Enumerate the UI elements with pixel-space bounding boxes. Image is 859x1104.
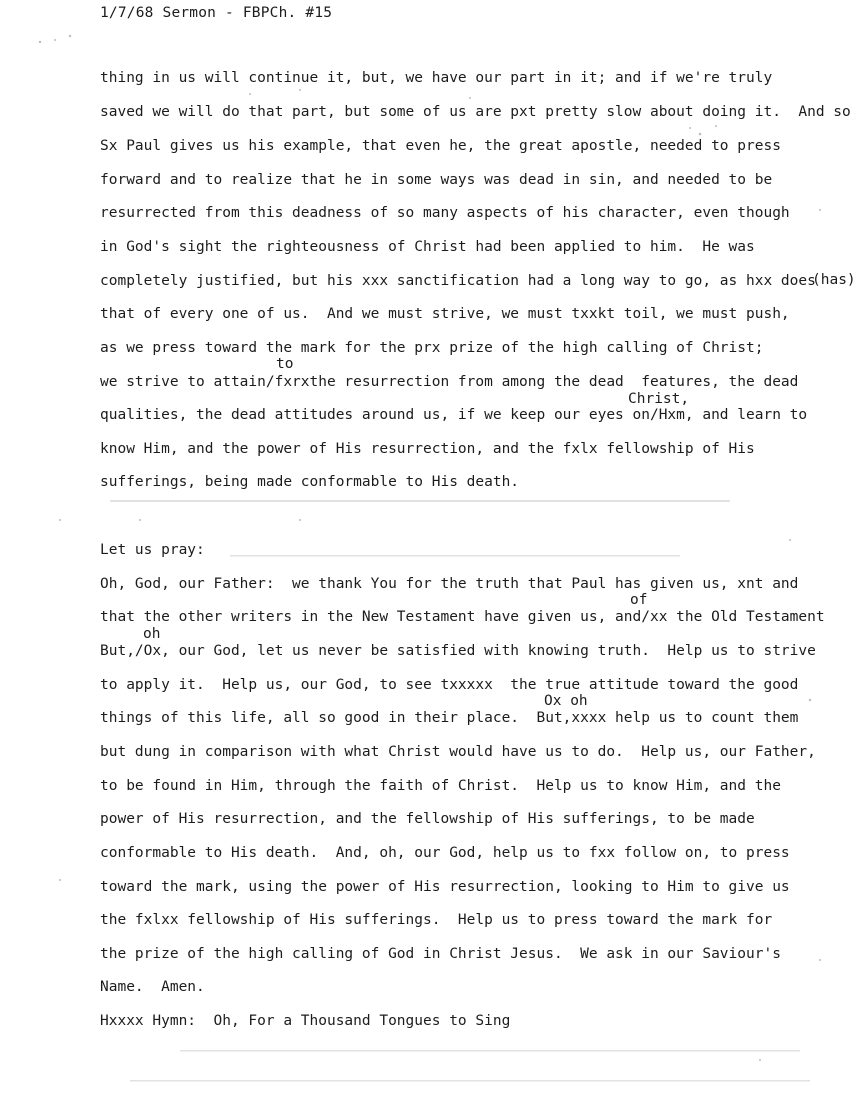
prayer-line: But,/Ox, our God, let us never be satisfied with knowing truth. Help us to strive (100, 643, 816, 659)
handwritten-insert: Ox oh (544, 693, 588, 709)
body-line: in God's sight the righteousness of Christ had been applied to him. He was (100, 239, 755, 255)
handwritten-insert: of (630, 592, 648, 608)
body-line: know Him, and the power of His resurrection, and the fxlx fellowship of His (100, 441, 755, 457)
body-line: qualities, the dead attitudes around us, if we keep our eyes on/Hxm, and learn to (100, 407, 808, 423)
prayer-line: that the other writers in the New Testament have given us, and/xx the Old Testament (100, 609, 825, 625)
prayer-line: the prize of the high calling of God in Christ Jesus. We ask in our Saviour's (100, 946, 781, 962)
prayer-line: the fxlxx fellowship of His sufferings. Help us to press toward the mark for (100, 912, 773, 928)
body-line: Sx Paul gives us his example, that even he, the great apostle, needed to press (100, 138, 781, 154)
handwritten-insert: to (276, 356, 294, 372)
prayer-line: power of His resurrection, and the fellowship of His sufferings, to be made (100, 811, 755, 827)
prayer-heading: Let us pray: (100, 542, 205, 558)
body-line: thing in us will continue it, but, we have our part in it; and if we're truly (100, 70, 773, 86)
body-line: that of every one of us. And we must strive, we must txxkt toil, we must push, (100, 306, 790, 322)
prayer-line: Name. Amen. (100, 979, 205, 995)
prayer-line: toward the mark, using the power of His resurrection, looking to Him to give us (100, 879, 790, 895)
page-header: 1/7/68 Sermon - FBPCh. #15 (100, 5, 333, 21)
body-line: we strive to attain/fxrxthe resurrection from among the dead features, the dead (100, 374, 799, 390)
prayer-line: but dung in comparison with what Christ would have us to do. Help us, our Father, (100, 744, 816, 760)
body-line: as we press toward the mark for the prx prize of the high calling of Christ; (100, 340, 764, 356)
prayer-line: to be found in Him, through the faith of Christ. Help us to know Him, and the (100, 778, 781, 794)
body-line: sufferings, being made conformable to His death. (100, 474, 520, 490)
handwritten-insert: oh (143, 626, 161, 642)
body-line: forward and to realize that he in some ways was dead in sin, and needed to be (100, 172, 773, 188)
body-line: completely justified, but his xxx sanctification had a long way to go, as hxx does (100, 273, 816, 289)
body-line: saved we will do that part, but some of us are pxt pretty slow about doing it. And so (100, 104, 851, 120)
hymn-line: Hxxxx Hymn: Oh, For a Thousand Tongues to Sing (100, 1013, 511, 1029)
prayer-line: to apply it. Help us, our God, to see txxxxx the true attitude toward the good (100, 677, 799, 693)
body-line: resurrected from this deadness of so many aspects of his character, even though (100, 205, 790, 221)
prayer-line: things of this life, all so good in their place. But,xxxx help us to count them (100, 710, 799, 726)
margin-note: (has) (812, 272, 856, 288)
handwritten-insert: Christ, (628, 391, 690, 407)
prayer-line: Oh, God, our Father: we thank You for the truth that Paul has given us, xnt and (100, 576, 799, 592)
prayer-line: conformable to His death. And, oh, our God, help us to fxx follow on, to press (100, 845, 790, 861)
